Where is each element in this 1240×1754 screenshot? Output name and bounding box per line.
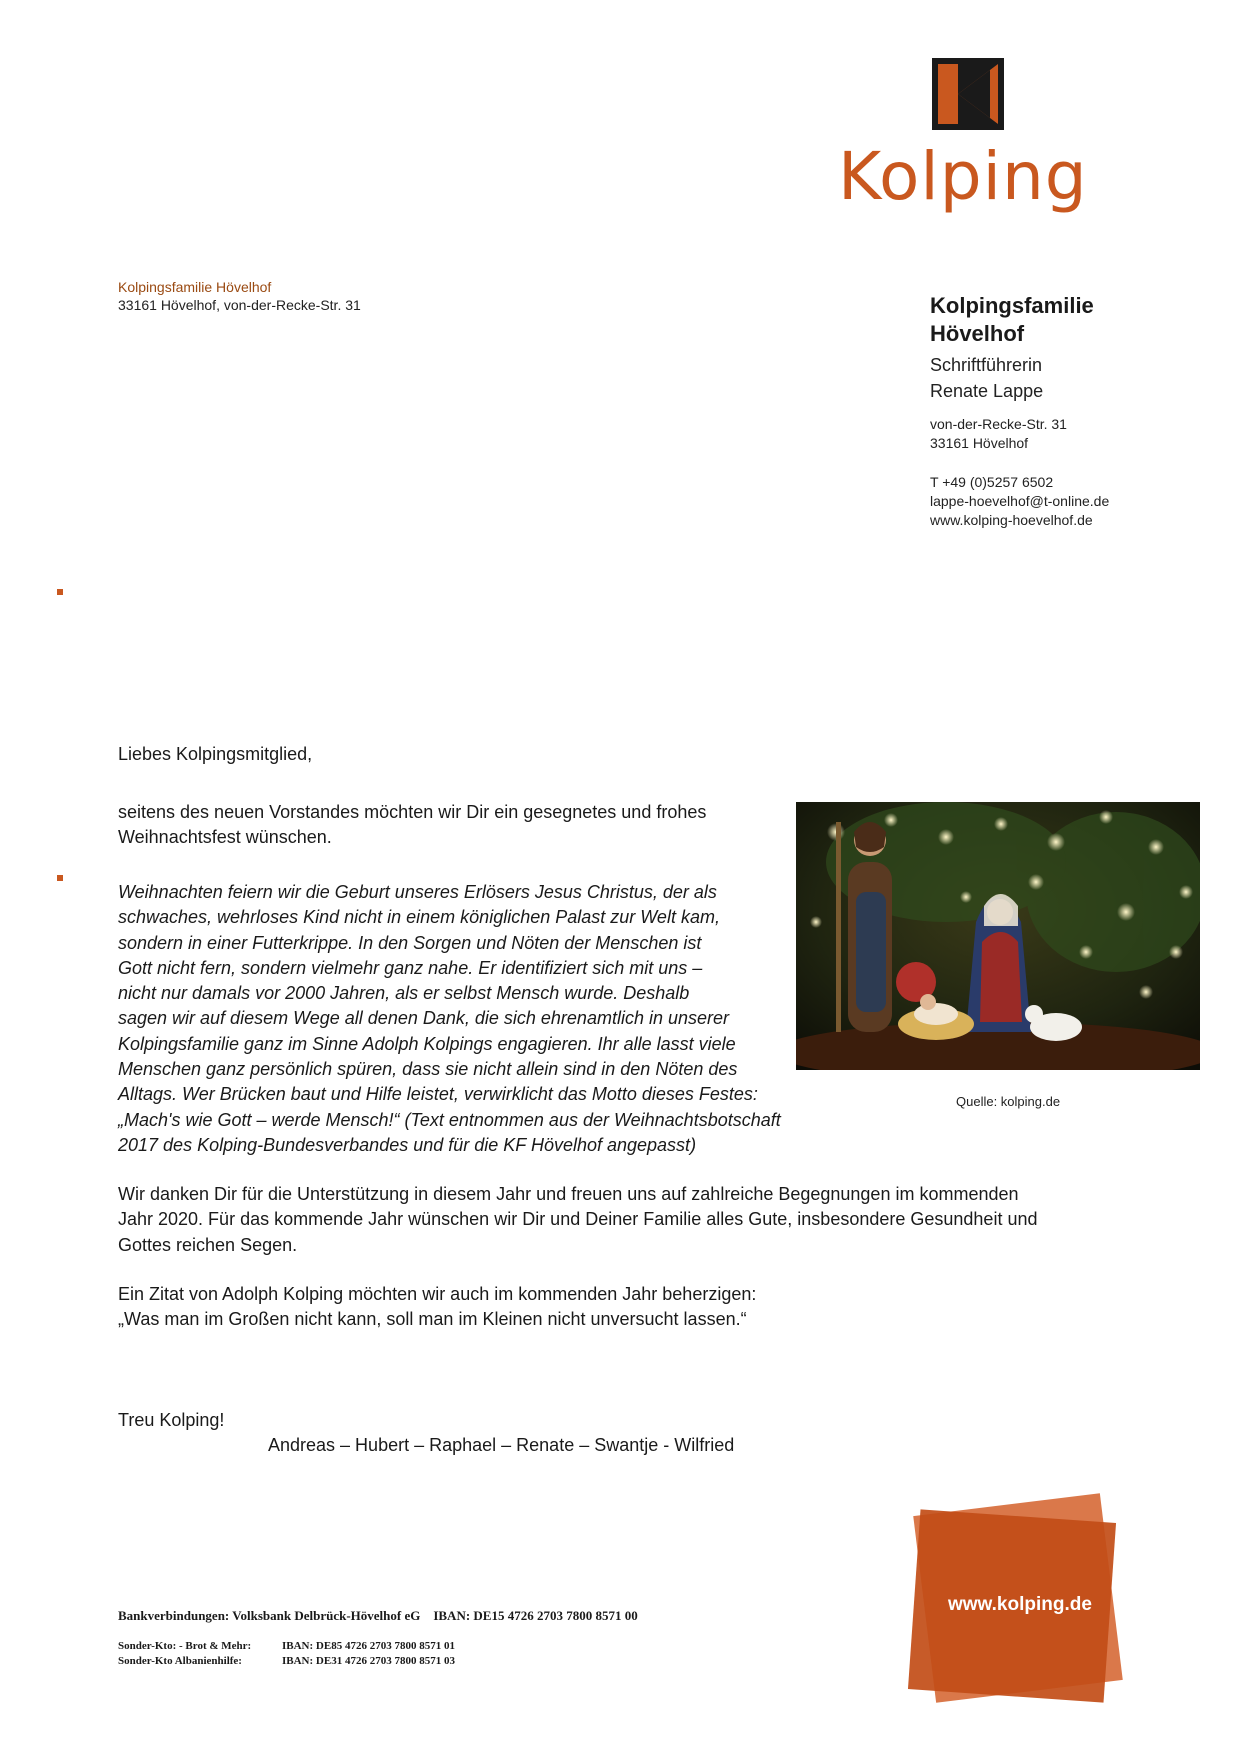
closing: Treu Kolping!: [118, 1410, 225, 1430]
message-line: schwaches, wehrloses Kind nicht in einem königlichen Palast zur Welt kam,: [118, 907, 720, 928]
bank-info-label: Sonder-Kto Albanienhilfe:: [118, 1655, 242, 1667]
contact-role-block: [930, 352, 1043, 404]
sender-address: 33161 Hövelhof, von-der-Recke-Str. 31: [118, 297, 361, 313]
nativity-scene-image: [796, 802, 1200, 1070]
org-name-line2: Hövelhof: [930, 321, 1025, 346]
footer-brand-squares: [904, 1494, 1144, 1714]
contact-website[interactable]: www.kolping-hoevelhof.de: [930, 512, 1093, 528]
contact-details: [930, 473, 1109, 530]
kolping-logo-icon: [932, 58, 1004, 130]
message-line: nicht nur damals vor 2000 Jahren, als er selbst Mensch wurde. Deshalb: [118, 983, 690, 1004]
message-line: Gott nicht fern, sondern vielmehr ganz nahe. Er identifiziert sich mit uns –: [118, 957, 703, 978]
thanks-line: Jahr 2020. Für das kommende Jahr wünschen wir Dir und Deiner Familie alles Gute, insbesondere Gesundheit und: [118, 1209, 1038, 1230]
christmas-message-paragraph: [118, 880, 848, 1158]
bank-info-main: Bankverbindungen: Volksbank Delbrück-Hövelhof eG IBAN: DE15 4726 2703 7800 8571 00: [118, 1608, 638, 1623]
kolping-wordmark: Kolping: [838, 138, 1088, 215]
message-line: 2017 des Kolping-Bundesverbandes und für die KF Hövelhof angepasst): [118, 1134, 697, 1155]
contact-phone: T +49 (0)5257 6502: [930, 474, 1054, 490]
sender-name: Kolpingsfamilie Hövelhof: [118, 279, 272, 295]
message-line: sagen wir auf diesem Wege all denen Dank, die sich ehrenamtlich in unserer: [118, 1008, 729, 1029]
contact-person: Renate Lappe: [930, 381, 1044, 401]
intro-line: Weihnachtsfest wünschen.: [118, 827, 332, 848]
bank-info-iban: IBAN: DE85 4726 2703 7800 8571 01: [282, 1640, 455, 1652]
signatures: Andreas – Hubert – Raphael – Renate – Swantje - Wilfried: [268, 1435, 735, 1455]
message-line: sondern in einer Futterkrippe. In den Sorgen und Nöten der Menschen ist: [118, 932, 702, 953]
thanks-paragraph: [118, 1182, 1118, 1258]
contact-city: 33161 Hövelhof: [930, 435, 1029, 451]
thanks-line: Gottes reichen Segen.: [118, 1234, 298, 1255]
message-line: Weihnachten feiern wir die Geburt unseres Erlösers Jesus Christus, der als: [118, 882, 717, 902]
margin-fold-mark: [57, 875, 63, 881]
message-line: Kolpingsfamilie ganz im Sinne Adolph Kolpings engagieren. Ihr alle lasst viele: [118, 1033, 736, 1054]
margin-fold-mark: [57, 589, 63, 595]
quote-text: „Was man im Großen nicht kann, soll man im Kleinen nicht unversucht lassen.“: [118, 1309, 747, 1330]
salutation: Liebes Kolpingsmitglied,: [118, 744, 313, 764]
message-line: Alltags. Wer Brücken baut und Hilfe leistet, verwirklicht das Motto dieses Festes:: [118, 1084, 758, 1105]
bank-info-label: Sonder-Kto: - Brot & Mehr:: [118, 1640, 252, 1652]
quote-intro: Ein Zitat von Adolph Kolping möchten wir auch im kommenden Jahr beherzigen:: [118, 1284, 757, 1304]
message-line: „Mach's wie Gott – werde Mensch!“ (Text entnommen aus der Weihnachtsbotschaft: [118, 1109, 781, 1130]
bank-info-iban: IBAN: DE31 4726 2703 7800 8571 03: [282, 1655, 455, 1667]
contact-address: [930, 415, 1067, 453]
org-name: [930, 292, 1170, 348]
quote-paragraph: [118, 1282, 1118, 1333]
photo-caption: Quelle: kolping.de: [956, 1094, 1061, 1109]
message-line: Menschen ganz persönlich spüren, dass sie nicht allein sind in den Nöten des: [118, 1059, 738, 1080]
intro-line: seitens des neuen Vorstandes möchten wir Dir ein gesegnetes und frohes: [118, 802, 707, 822]
nativity-photo: [796, 802, 1200, 1070]
intro-paragraph: [118, 800, 778, 851]
contact-email[interactable]: lappe-hoevelhof@t-online.de: [930, 493, 1110, 509]
contact-street: von-der-Recke-Str. 31: [930, 416, 1067, 432]
org-name-line1: Kolpingsfamilie: [930, 293, 1094, 318]
thanks-line: Wir danken Dir für die Unterstützung in diesem Jahr und freuen uns auf zahlreiche Begegnungen im kommenden: [118, 1184, 1019, 1204]
footer-website-link[interactable]: www.kolping.de: [948, 1594, 1092, 1615]
contact-role: Schriftführerin: [930, 355, 1043, 375]
